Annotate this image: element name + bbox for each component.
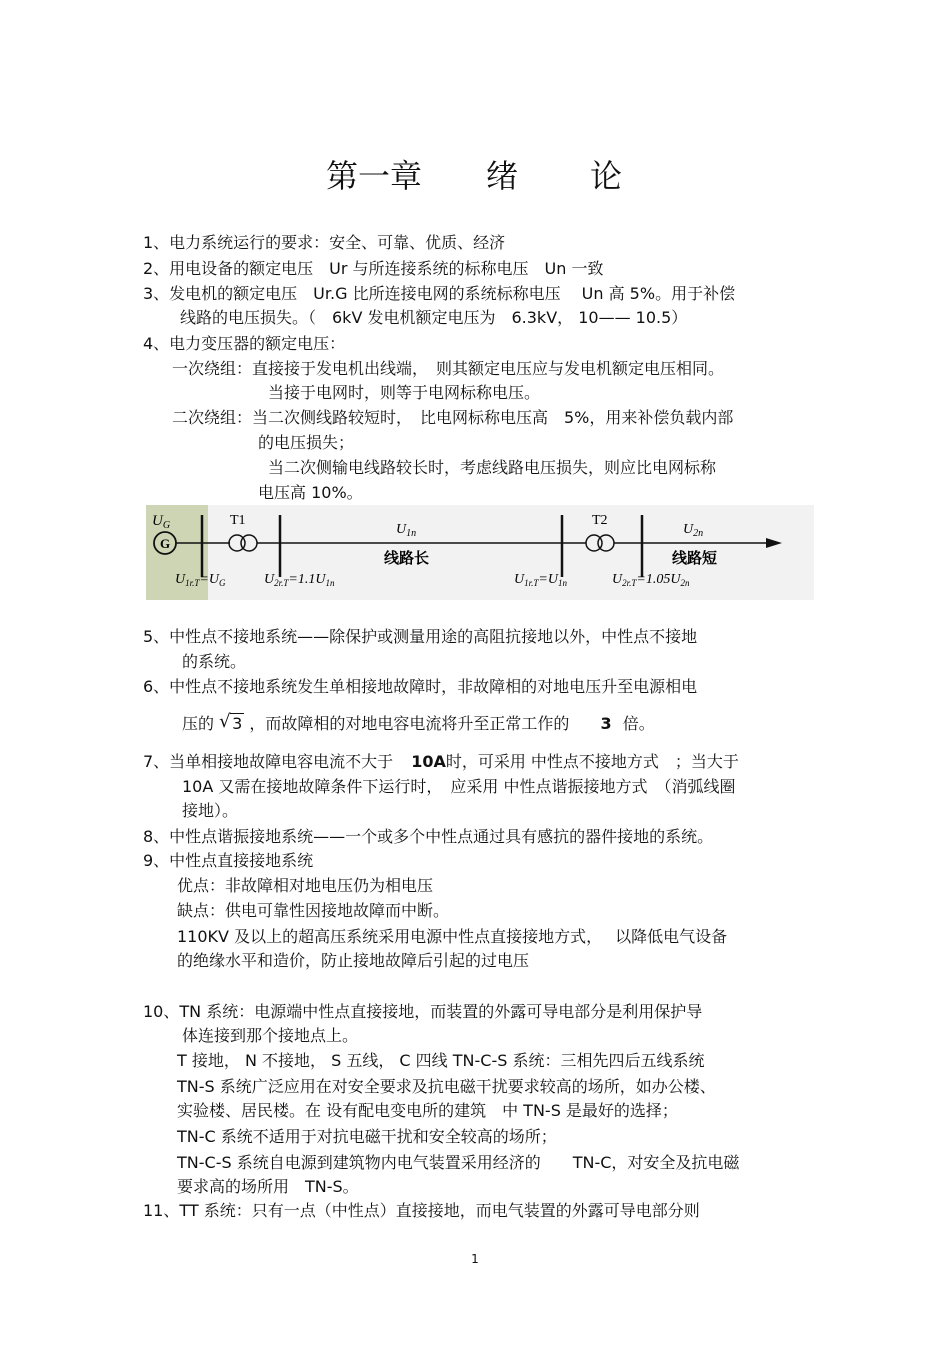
u2n-label: $U_{2n}$ — [683, 522, 704, 539]
generator-label: G — [159, 536, 171, 551]
eq-3: $U_{1r.T}=U_{1n}$ — [514, 572, 567, 588]
item-10-cont: 体连接到那个接地点上。 — [182, 1026, 359, 1045]
item-6-suffix: 倍。 — [622, 714, 655, 733]
item-5-cont: 的系统。 — [182, 652, 247, 671]
item-7-suffix: 时，可采用 中性点不接地方式 ；当大于 — [445, 752, 739, 771]
item-4: 4、电力变压器的额定电压： — [143, 334, 346, 353]
item-4-primary-cont: 当接于电网时，则等于电网标称电压。 — [268, 383, 541, 402]
eq-1: $U_{1r.T}=U_G$ — [175, 572, 226, 588]
item-10: 10、TN 系统：电源端中性点直接接地，而装置的外露可导电部分是利用保护导 — [143, 1002, 703, 1021]
item-6-prefix: 压的 — [182, 714, 215, 733]
item-6-middle: ，而故障相的对地电容电流将升至正常工作的 — [249, 714, 570, 733]
t1-label: T1 — [230, 513, 246, 528]
item-6-cont — [182, 711, 655, 734]
item-4-primary: 一次绕组：直接接于发电机出线端， 则其额定电压应与发电机额定电压相同。 — [172, 359, 725, 378]
item-10-legend: T 接地， N 不接地， S 五线， C 四线 TN-C-S 系统：三相先四后五线系统 — [177, 1051, 705, 1070]
item-9: 9、中性点直接接地系统 — [143, 851, 314, 870]
eq-4: $U_{2r.T}=1.05U_{2n}$ — [612, 572, 690, 588]
item-10-tnc: TN-C 系统不适用于对抗电磁干扰和安全较高的场所； — [177, 1127, 557, 1146]
eq-2: $U_{2r.T}=1.1U_{1n}$ — [264, 572, 335, 588]
title-chapter: 第一章 — [326, 157, 423, 195]
item-3-cont: 线路的电压损失。（ 6kV 发电机额定电压为 6.3kV， 10—— 10.5） — [180, 308, 688, 327]
item-7 — [143, 752, 739, 772]
item-4-secondary-long: 当二次侧输电线路较长时，考虑线路电压损失，则应比电网标称 — [268, 458, 717, 477]
t2-label: T2 — [592, 513, 608, 528]
page-number: 1 — [471, 1252, 479, 1266]
item-1: 1、电力系统运行的要求：安全、可靠、优质、经济 — [143, 233, 506, 252]
item-9-disadvantage: 缺点：供电可靠性因接地故障而中断。 — [177, 901, 450, 920]
item-9-note-cont: 的绝缘水平和造价，防止接地故障后引起的过电压 — [177, 951, 530, 970]
radical-sign-icon: √ — [219, 711, 231, 732]
item-8: 8、中性点谐振接地系统——一个或多个中性点通过具有感抗的器件接地的系统。 — [143, 827, 714, 846]
item-4-secondary-cont: 的电压损失； — [258, 433, 355, 452]
item-4-secondary-long-cont: 电压高 10%。 — [258, 483, 363, 502]
item-11: 11、TT 系统：只有一点（中性点）直接接地，而电气装置的外露可导电部分则 — [143, 1201, 700, 1220]
item-7-current: 10A — [411, 752, 446, 771]
item-7-prefix: 7、当单相接地故障电容电流不大于 — [143, 752, 394, 771]
ug-label: $U_G$ — [152, 513, 171, 531]
item-6: 6、中性点不接地系统发生单相接地故障时，非故障相的对地电压升至电源相电 — [143, 677, 698, 696]
sqrt-3: √ 3 — [219, 711, 243, 733]
item-7-cont: 10A 又需在接地故障条件下运行时， 应采用 中性点谐振接地方式 （消弧线圈 — [182, 777, 736, 796]
item-10-tns: TN-S 系统广泛应用在对安全要求及抗电磁干扰要求较高的场所，如办公楼、 — [177, 1077, 716, 1096]
item-7-cont2: 接地）。 — [182, 801, 239, 820]
line-long-label: 线路长 — [384, 549, 430, 567]
item-3: 3、发电机的额定电压 Ur.G 比所连接电网的系统标称电压 Un 高 5%。用于补偿 — [143, 284, 736, 303]
line-short-label: 线路短 — [672, 549, 718, 567]
item-5: 5、中性点不接地系统——除保护或测量用途的高阻抗接地以外，中性点不接地 — [143, 627, 698, 646]
item-9-note: 110KV 及以上的超高压系统采用电源中性点直接接地方式， 以降低电气设备 — [177, 927, 728, 946]
item-2: 2、用电设备的额定电压 Ur 与所连接系统的标称电压 Un 一致 — [143, 259, 604, 278]
item-6-multiple: 3 — [600, 714, 612, 733]
title-char-2: 论 — [590, 157, 623, 195]
item-10-tncs: TN-C-S 系统自电源到建筑物内电气装置采用经济的 TN-C，对安全及抗电磁 — [177, 1153, 740, 1172]
item-9-advantage: 优点：非故障相对地电压仍为相电压 — [177, 876, 434, 895]
voltage-rating-diagram — [146, 505, 814, 600]
item-10-tncs-cont: 要求高的场所用 TN-S。 — [177, 1177, 359, 1196]
u1n-label: $U_{1n}$ — [396, 522, 417, 539]
title-char-1: 绪 — [486, 157, 519, 195]
item-4-secondary: 二次绕组：当二次侧线路较短时， 比电网标称电压高 5%，用来补偿负载内部 — [172, 408, 734, 427]
item-10-tns-cont: 实验楼、居民楼。在 设有配电变电所的建筑 中 TN-S 是最好的选择； — [177, 1101, 678, 1120]
